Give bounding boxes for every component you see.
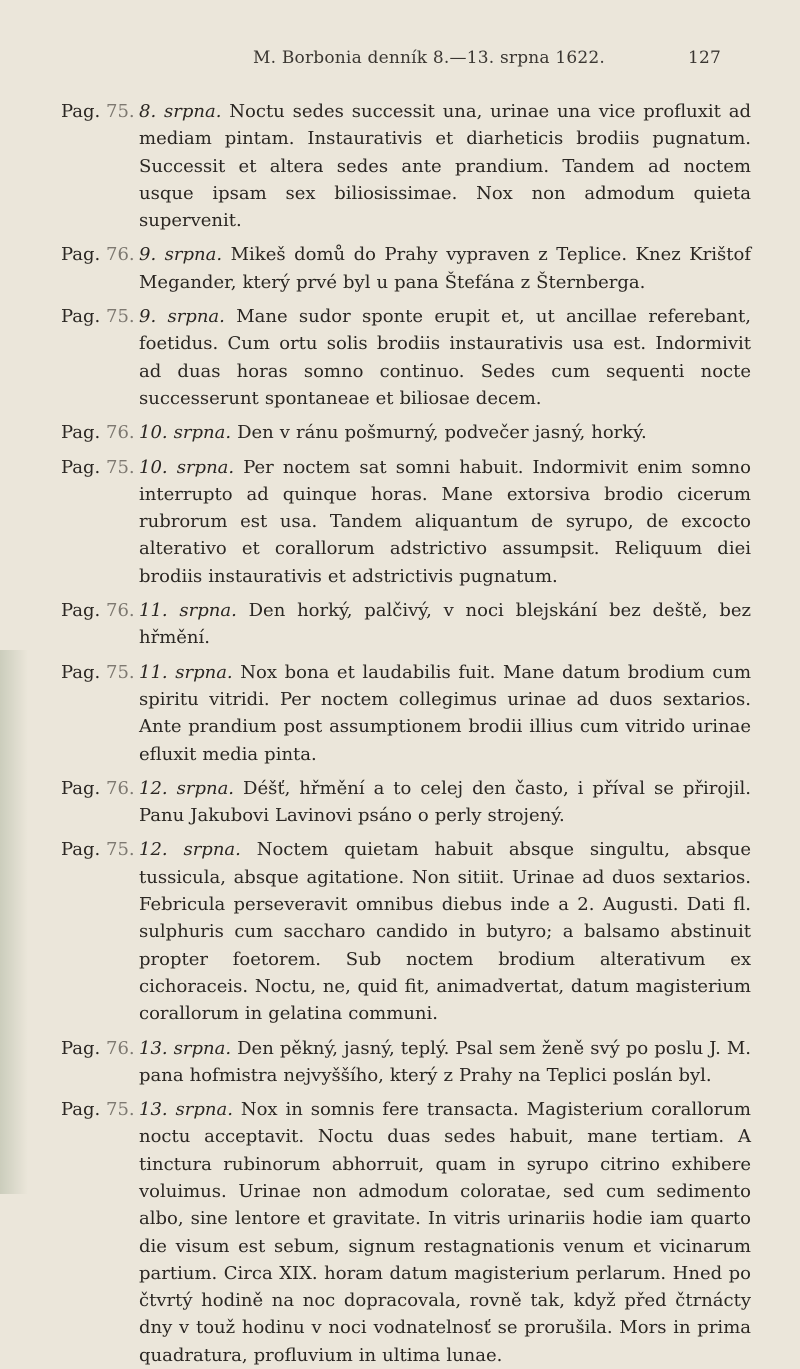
entry-text: Déšť, hřmění a to celej den často, i příval se přirojil. Panu Jakubovi Lavinovi psáno o perly strojený. — [139, 777, 751, 827]
diary-entry — [61, 659, 751, 768]
entry-spacer — [61, 590, 751, 597]
page-reference — [61, 98, 139, 125]
page-edge-shadow — [0, 650, 28, 1194]
entry-date: 12. srpna. — [139, 839, 241, 861]
entry-text: Mikeš domů do Prahy vypraven z Teplice. Knez Krištof Megander, který prvé byl u pana Štefána z Šternberga. — [139, 244, 752, 293]
entry-body — [139, 775, 751, 830]
entry-body — [139, 597, 751, 652]
entry-text: Den horký, palčivý, v noci blejskání bez deště, bez hřmění. — [139, 600, 751, 649]
diary-entry — [61, 836, 751, 1027]
entry-spacer — [61, 412, 751, 419]
entry-text: Noctem quietam habuit absque singultu, absque tussicula, absque agitatione. Non sitiit. Urinae ad duos sextarios. Febricula perseveravit omnibus diebus inde a 2. Augusti. Dati fl. sulphuris cum saccharo candido in butyro; a balsamo abstinuit propter foetorem. Sub noctem brodium alterativum ex cichoraceis. Noctu, ne, quid fit, animadvertat, datum magisterium corallorum in gelatina communi. — [139, 839, 752, 1025]
page-reference-label: Pag. — [61, 306, 101, 328]
page-reference — [61, 419, 139, 446]
page-reference — [61, 836, 139, 863]
page-reference-label: Pag. — [61, 839, 101, 861]
diary-entry — [61, 1035, 751, 1090]
diary-entry — [61, 597, 751, 652]
entry-body — [139, 303, 751, 412]
entry-date: 11. srpna. — [139, 661, 233, 683]
diary-entry — [61, 1096, 751, 1369]
entry-date: 10. srpna. — [139, 422, 232, 444]
page-reference-number: 75. — [106, 101, 135, 122]
entry-body — [139, 419, 751, 446]
page-number: 127 — [687, 48, 721, 68]
entry-spacer — [61, 1028, 751, 1035]
entry-body — [139, 1035, 751, 1090]
page-reference-label: Pag. — [61, 244, 101, 266]
entry-date: 9. srpna. — [139, 306, 225, 328]
entry-body — [139, 241, 751, 296]
entry-spacer — [61, 296, 751, 303]
page-reference — [61, 1096, 139, 1123]
entry-body — [139, 1096, 751, 1369]
diary-entry — [61, 775, 751, 830]
entry-text: Den v ránu pošmurný, podvečer jasný, horký. — [237, 422, 647, 444]
entry-spacer — [61, 234, 751, 241]
entry-date: 13. srpna. — [139, 1037, 232, 1059]
page-reference-label: Pag. — [61, 1037, 101, 1059]
page-reference-number: 76. — [106, 1037, 135, 1059]
entry-spacer — [61, 447, 751, 454]
diary-entries — [61, 98, 751, 1369]
page-reference-number: 75. — [106, 661, 135, 683]
page-reference — [61, 1035, 139, 1062]
page-reference-label: Pag. — [61, 101, 101, 122]
entry-date: 8. srpna. — [139, 101, 222, 122]
entry-body — [139, 454, 751, 590]
page-reference — [61, 241, 139, 268]
entry-text: Nox bona et laudabilis fuit. Mane datum brodium cum spiritu vitridi. Per noctem collegimus urinae ad duos sextarios. Ante prandium post assumptionem brodii illius cum vitrido urinae efluxit media pinta. — [139, 661, 752, 765]
page-reference-label: Pag. — [61, 456, 101, 478]
entry-body — [139, 836, 751, 1027]
entry-spacer — [61, 768, 751, 775]
page-reference — [61, 659, 139, 686]
page-reference-number: 76. — [106, 422, 135, 444]
page-header — [0, 44, 800, 74]
entry-text: Noctu sedes successit una, urinae una vice profluxit ad mediam pintam. Instaurativis et diarheticis brodiis pugnatum. Successit et altera sedes ante prandium. Tandem ad noctem usque ipsam sex biliosissimae. Nox non admodum quieta supervenit. — [139, 101, 752, 232]
page-reference-label: Pag. — [61, 1099, 101, 1121]
entry-date: 9. srpna. — [139, 244, 223, 266]
page-reference-number: 75. — [106, 306, 135, 328]
entry-body — [139, 98, 751, 234]
diary-entry — [61, 454, 751, 590]
entry-date: 12. srpna. — [139, 777, 235, 799]
page-reference-label: Pag. — [61, 661, 101, 683]
page-reference — [61, 454, 139, 481]
entry-text: Per noctem sat somni habuit. Indormivit enim somno interrupto ad quinque horas. Mane extorsiva brodio cicerum rubrorum est usa. Tandem aliquantum de syrupo, de excocto alterativo et corallorum adstrictivo assumpsit. Reliquum diei brodiis instaurativis et adstrictivis pugnatum. — [139, 456, 751, 587]
page-reference-number: 75. — [106, 839, 135, 861]
page-reference — [61, 775, 139, 802]
running-title: M. Borbonia denník 8.—13. srpna 1622. — [253, 48, 606, 68]
entry-spacer — [61, 829, 751, 836]
entry-text: Den pěkný, jasný, teplý. Psal sem ženě svý po poslu J. M. pana hofmistra nejvyššího, který z Prahy na Teplici poslán byl. — [139, 1037, 751, 1086]
page-reference-label: Pag. — [61, 777, 101, 799]
entry-spacer — [61, 652, 751, 659]
page-reference — [61, 597, 139, 624]
page-reference-label: Pag. — [61, 600, 101, 622]
entry-body — [139, 659, 751, 768]
entry-date: 13. srpna. — [139, 1099, 233, 1121]
entry-date: 11. srpna. — [139, 600, 237, 622]
entry-date: 10. srpna. — [139, 456, 235, 478]
entry-spacer — [61, 1089, 751, 1096]
page-reference-number: 75. — [106, 1099, 135, 1121]
diary-entry — [61, 419, 751, 446]
diary-entry — [61, 241, 751, 296]
page-reference-number: 76. — [106, 777, 135, 799]
diary-entry — [61, 98, 751, 234]
page-reference-number: 76. — [106, 244, 135, 266]
page-reference-number: 75. — [106, 456, 135, 478]
entry-text: Mane sudor sponte erupit et, ut ancillae referebant, foetidus. Cum ortu solis brodiis instaurativis usa est. Indormivit ad duas horas somno continuo. Sedes cum sequenti nocte successerunt spontaneae et biliosae decem. — [139, 306, 751, 409]
diary-entry — [61, 303, 751, 412]
entry-text: Nox in somnis fere transacta. Magisterium corallorum noctu acceptavit. Noctu duas sedes habuit, mane tertiam. A tinctura rubinorum abhorruit, quam in syrupo citrino exhibere voluimus. Urinae non admodum coloratae, sed cum sedimento albo, sine lentore et gravitate. In vitris urinariis hodie iam quarto die visum est sebum, signum restagnationis venum et vicinarum partium. Circa XIX. horam datum magisterium perlarum. Hned po čtvrtý hodině na noc dopracovala, rovně tak, když před čtrnácty dny v touž hodinu v noci vodnatelnosť se prorušila. Mors in prima quadratura, profluvium in ultima lunae. — [139, 1099, 751, 1366]
page-reference — [61, 303, 139, 330]
page-reference-number: 76. — [106, 600, 135, 622]
page-reference-label: Pag. — [61, 422, 101, 444]
